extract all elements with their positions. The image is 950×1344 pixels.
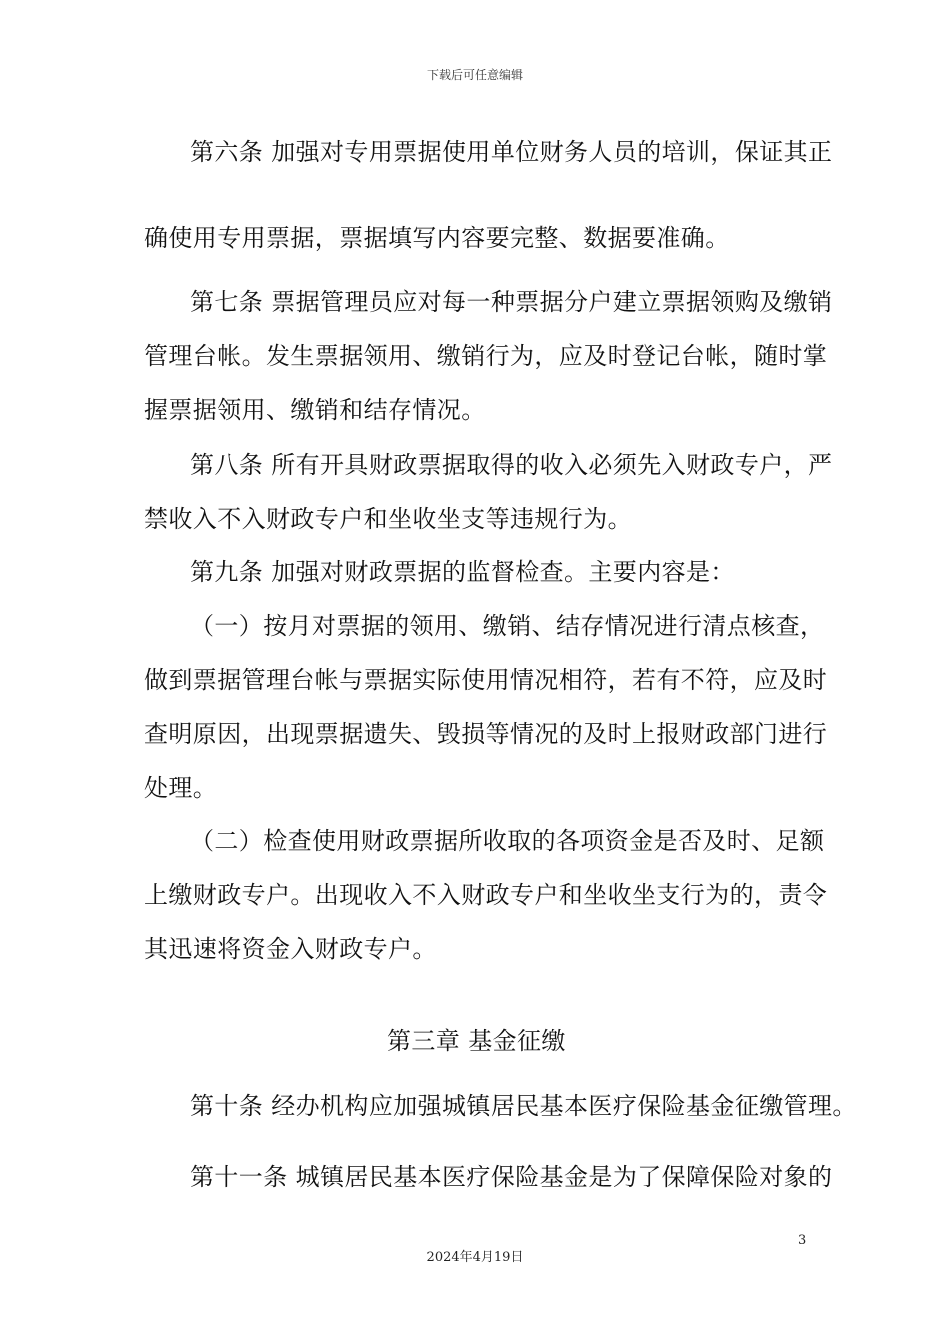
paragraph-line: 其迅速将资金入财政专户。 [144,935,437,963]
paragraph-line: 管理台帐。发生票据领用、缴销行为，应及时登记台帐，随时掌 [144,342,828,370]
paragraph-line: 上缴财政专户。出现收入不入财政专户和坐收坐支行为的，责令 [144,881,828,909]
paragraph-line: 握票据领用、缴销和结存情况。 [144,396,486,424]
paragraph-line: 第九条 加强对财政票据的监督检查。主要内容是： [190,558,735,586]
paragraph-line: 第七条 票据管理员应对每一种票据分户建立票据领购及缴销 [190,288,833,316]
paragraph-line: 第八条 所有开具财政票据取得的收入必须先入财政专户，严 [190,451,833,479]
paragraph-line: 查明原因，出现票据遗失、毁损等情况的及时上报财政部门进行 [144,720,828,748]
paragraph-line: 第六条 加强对专用票据使用单位财务人员的培训，保证其正 [190,138,833,166]
paragraph-line: （一）按月对票据的领用、缴销、结存情况进行清点核查， [190,612,825,640]
chapter-heading: 第三章 基金征缴 [387,1027,566,1055]
paragraph-line: （二）检查使用财政票据所收取的各项资金是否及时、足额 [190,827,825,855]
paragraph-line: 处理。 [144,774,218,802]
paragraph-line: 确使用专用票据，票据填写内容要完整、数据要准确。 [144,224,730,252]
footer-date: 2024年4月19日 [426,1250,524,1265]
paragraph-line: 第十条 经办机构应加强城镇居民基本医疗保险基金征缴管理。 [190,1092,857,1120]
page-number: 3 [798,1233,807,1248]
paragraph-line: 做到票据管理台帐与票据实际使用情况相符，若有不符，应及时 [144,666,828,694]
paragraph-line: 第十一条 城镇居民基本医疗保险基金是为了保障保险对象的 [190,1163,833,1191]
page-header: 下载后可任意编辑 [426,68,523,82]
paragraph-line: 禁收入不入财政专户和坐收坐支等违规行为。 [144,505,632,533]
